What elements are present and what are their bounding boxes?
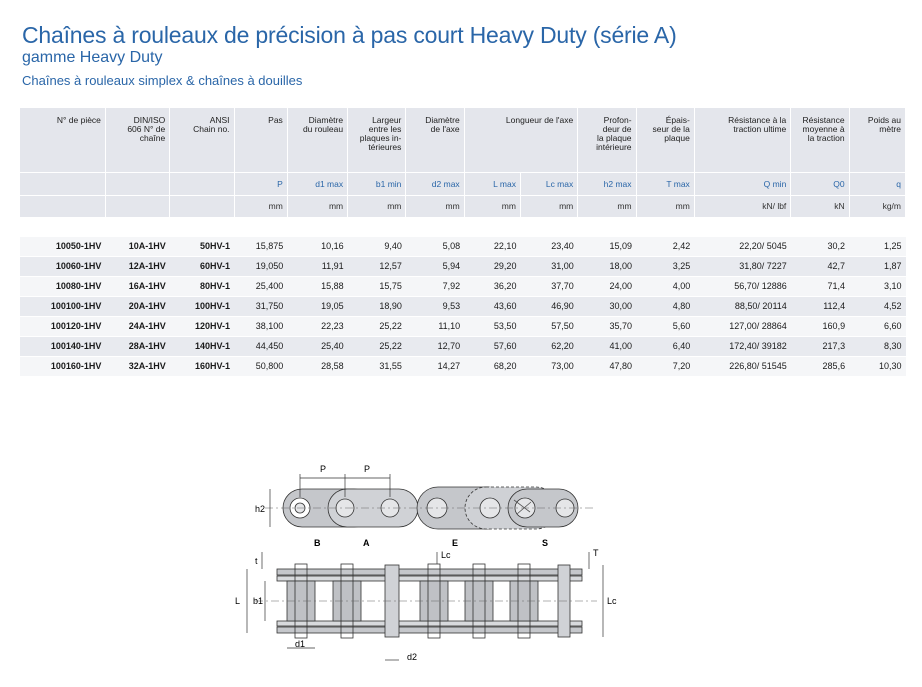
table-cell: 3,10	[849, 277, 905, 297]
symbol-cell	[20, 173, 105, 196]
table-row	[20, 297, 906, 317]
symbol-cell: h2 max	[578, 173, 636, 196]
table-cell: 12,57	[348, 257, 406, 277]
column-header-part-number: N° de pièce	[20, 108, 105, 173]
table-cell: 46,90	[520, 297, 577, 317]
column-header-pin-diameter: Diamètre de l'axe	[406, 108, 464, 173]
table-cell: 25,40	[287, 337, 347, 357]
table-cell: 12A-1HV	[105, 257, 169, 277]
table-cell: 14,27	[406, 357, 464, 377]
table-cell: 60HV-1	[170, 257, 234, 277]
table-cell: 15,875	[234, 237, 287, 257]
table-cell: 15,75	[348, 277, 406, 297]
table-cell: 80HV-1	[170, 277, 234, 297]
table-cell: 10060-1HV	[20, 257, 105, 277]
table-row	[20, 357, 906, 377]
d2-label: d2	[407, 652, 418, 662]
page-title: Chaînes à rouleaux de précision à pas court Heavy Duty (série A)	[22, 22, 677, 48]
column-header-average-tensile: Résistance moyenne à la traction	[791, 108, 849, 173]
table-cell: 22,23	[287, 317, 347, 337]
column-header-pin-length: Longueur de l'axe	[464, 108, 578, 173]
table-cell: 53,50	[464, 317, 520, 337]
table-cell: 29,20	[464, 257, 520, 277]
lc-top-label: Lc	[441, 550, 451, 560]
table-cell: 57,60	[464, 337, 520, 357]
table-cell: 100HV-1	[170, 297, 234, 317]
part-label-s: S	[542, 538, 549, 548]
symbol-cell: Q min	[694, 173, 790, 196]
part-label-e: E	[452, 538, 459, 548]
table-cell: 11,10	[406, 317, 464, 337]
symbol-cell: T max	[636, 173, 694, 196]
unit-cell	[105, 196, 169, 218]
table-cell: 15,09	[578, 237, 636, 257]
pitch-label: P	[320, 464, 327, 474]
table-cell: 50,800	[234, 357, 287, 377]
table-cell: 25,22	[348, 317, 406, 337]
unit-cell: mm	[406, 196, 464, 218]
table-row	[20, 277, 906, 297]
table-cell: 31,750	[234, 297, 287, 317]
table-cell: 50HV-1	[170, 237, 234, 257]
symbol-cell	[105, 173, 169, 196]
symbol-cell: d1 max	[287, 173, 347, 196]
table-cell: 100140-1HV	[20, 337, 105, 357]
table-cell: 10080-1HV	[20, 277, 105, 297]
page-subtitle: gamme Heavy Duty	[22, 49, 163, 66]
specification-table	[20, 108, 906, 377]
unit-cell: kN/ lbf	[694, 196, 790, 218]
table-cell: 30,00	[578, 297, 636, 317]
table-row	[20, 257, 906, 277]
table-cell: 160,9	[791, 317, 849, 337]
unit-cell: mm	[348, 196, 406, 218]
table-cell: 62,20	[520, 337, 577, 357]
table-cell: 43,60	[464, 297, 520, 317]
b1-label: b1	[253, 596, 264, 606]
table-cell: 120HV-1	[170, 317, 234, 337]
table-cell: 1,87	[849, 257, 905, 277]
table-cell: 15,88	[287, 277, 347, 297]
l-label: L	[235, 596, 241, 606]
table-row	[20, 337, 906, 357]
table-cell: 19,05	[287, 297, 347, 317]
table-header-row	[20, 108, 906, 173]
table-cell: 38,100	[234, 317, 287, 337]
table-cell: 47,80	[578, 357, 636, 377]
table-cell: 25,22	[348, 337, 406, 357]
table-cell: 7,20	[636, 357, 694, 377]
table-cell: 28,58	[287, 357, 347, 377]
table-row	[20, 237, 906, 257]
column-header-din-iso: DIN/ISO 606 N° de chaîne	[105, 108, 169, 173]
table-cell: 23,40	[520, 237, 577, 257]
table-symbol-row	[20, 173, 906, 196]
column-header-plate-thickness: Épais- seur de la plaque	[636, 108, 694, 173]
table-cell: 68,20	[464, 357, 520, 377]
table-cell: 19,050	[234, 257, 287, 277]
table-cell: 18,90	[348, 297, 406, 317]
symbol-cell: Q0	[791, 173, 849, 196]
table-cell: 11,91	[287, 257, 347, 277]
table-cell: 285,6	[791, 357, 849, 377]
table-cell: 37,70	[520, 277, 577, 297]
table-cell: 28A-1HV	[105, 337, 169, 357]
table-cell: 56,70/ 12886	[694, 277, 790, 297]
table-cell: 9,53	[406, 297, 464, 317]
table-cell: 4,52	[849, 297, 905, 317]
table-cell: 10A-1HV	[105, 237, 169, 257]
table-cell: 172,40/ 39182	[694, 337, 790, 357]
table-cell: 1,25	[849, 237, 905, 257]
page-subtitle-secondary: Chaînes à rouleaux simplex & chaînes à douilles	[22, 73, 303, 88]
table-cell: 16A-1HV	[105, 277, 169, 297]
unit-cell: kN	[791, 196, 849, 218]
part-label-a: A	[363, 538, 370, 548]
unit-cell: mm	[287, 196, 347, 218]
table-cell: 9,40	[348, 237, 406, 257]
table-cell: 10050-1HV	[20, 237, 105, 257]
column-header-weight: Poids au mètre	[849, 108, 905, 173]
table-cell: 35,70	[578, 317, 636, 337]
table-cell: 36,20	[464, 277, 520, 297]
table-cell: 22,10	[464, 237, 520, 257]
table-cell: 4,00	[636, 277, 694, 297]
table-cell: 73,00	[520, 357, 577, 377]
unit-cell	[170, 196, 234, 218]
unit-cell: mm	[636, 196, 694, 218]
table-cell: 57,50	[520, 317, 577, 337]
table-cell: 5,08	[406, 237, 464, 257]
table-cell: 71,4	[791, 277, 849, 297]
table-cell: 30,2	[791, 237, 849, 257]
symbol-cell: q	[849, 173, 905, 196]
symbol-cell: P	[234, 173, 287, 196]
table-cell: 44,450	[234, 337, 287, 357]
table-cell: 226,80/ 51545	[694, 357, 790, 377]
table-cell: 100100-1HV	[20, 297, 105, 317]
column-header-pitch: Pas	[234, 108, 287, 173]
table-cell: 31,55	[348, 357, 406, 377]
lc-side-label: Lc	[607, 596, 617, 606]
table-cell: 31,00	[520, 257, 577, 277]
d1-label: d1	[295, 639, 306, 649]
symbol-cell: Lc max	[520, 173, 577, 196]
table-cell: 127,00/ 28864	[694, 317, 790, 337]
table-cell: 31,80/ 7227	[694, 257, 790, 277]
table-cell: 5,94	[406, 257, 464, 277]
table-cell: 18,00	[578, 257, 636, 277]
t-label: t	[255, 556, 258, 566]
h2-label: h2	[255, 504, 266, 514]
table-cell: 140HV-1	[170, 337, 234, 357]
table-cell: 6,60	[849, 317, 905, 337]
table-cell: 4,80	[636, 297, 694, 317]
column-header-ansi: ANSI Chain no.	[170, 108, 234, 173]
t-max-label: T	[593, 548, 599, 558]
table-cell: 41,00	[578, 337, 636, 357]
table-unit-row	[20, 196, 906, 218]
table-cell: 12,70	[406, 337, 464, 357]
chain-diagram	[225, 452, 625, 677]
table-cell: 100120-1HV	[20, 317, 105, 337]
unit-cell: mm	[578, 196, 636, 218]
symbol-cell: b1 min	[348, 173, 406, 196]
table-cell: 10,16	[287, 237, 347, 257]
pitch-label: P	[364, 464, 371, 474]
symbol-cell	[170, 173, 234, 196]
table-cell: 88,50/ 20114	[694, 297, 790, 317]
unit-cell: kg/m	[849, 196, 905, 218]
table-cell: 160HV-1	[170, 357, 234, 377]
table-cell: 20A-1HV	[105, 297, 169, 317]
table-cell: 22,20/ 5045	[694, 237, 790, 257]
table-cell: 24A-1HV	[105, 317, 169, 337]
table-cell: 112,4	[791, 297, 849, 317]
table-cell: 32A-1HV	[105, 357, 169, 377]
symbol-cell: d2 max	[406, 173, 464, 196]
unit-cell: mm	[234, 196, 287, 218]
column-header-ultimate-tensile: Résistance à la traction ultime	[694, 108, 790, 173]
table-cell: 8,30	[849, 337, 905, 357]
table-cell: 3,25	[636, 257, 694, 277]
unit-cell	[20, 196, 105, 218]
table-row	[20, 317, 906, 337]
table-cell: 5,60	[636, 317, 694, 337]
column-header-roller-diameter: Diamètre du rouleau	[287, 108, 347, 173]
table-cell: 24,00	[578, 277, 636, 297]
part-label-b: B	[314, 538, 321, 548]
unit-cell: mm	[520, 196, 577, 218]
unit-cell: mm	[464, 196, 520, 218]
symbol-cell: L max	[464, 173, 520, 196]
table-cell: 6,40	[636, 337, 694, 357]
column-header-inner-width: Largeur entre les plaques in- térieures	[348, 108, 406, 173]
table-cell: 10,30	[849, 357, 905, 377]
table-cell: 100160-1HV	[20, 357, 105, 377]
table-cell: 217,3	[791, 337, 849, 357]
table-cell: 42,7	[791, 257, 849, 277]
table-cell: 2,42	[636, 237, 694, 257]
column-header-plate-depth: Profon- deur de la plaque intérieure	[578, 108, 636, 173]
table-cell: 25,400	[234, 277, 287, 297]
table-cell: 7,92	[406, 277, 464, 297]
